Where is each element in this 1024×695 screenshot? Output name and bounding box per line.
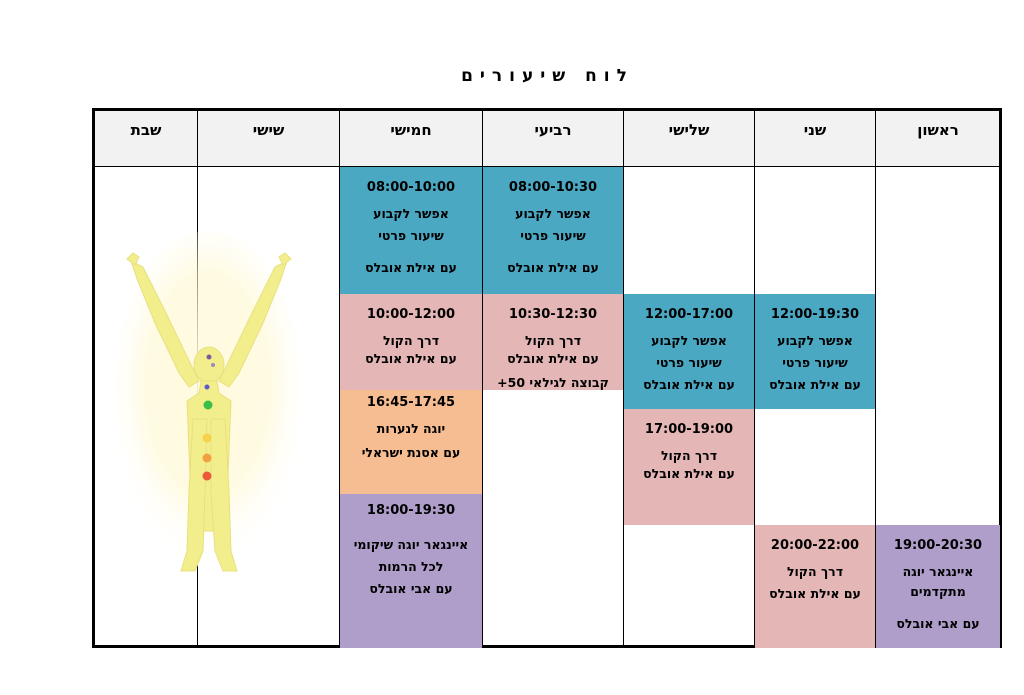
class-block[interactable]: 10:00-12:00 דרך הקול עם אילת אובלס [340, 294, 482, 390]
header-sat: שבת [130, 121, 162, 139]
header-fri: שישי [252, 121, 285, 139]
header-mon: שני [803, 121, 827, 139]
class-block[interactable]: 08:00-10:30 אפשר לקבוע שיעור פרטי עם אילת אובלס [483, 167, 623, 294]
schedule-table [92, 108, 1002, 648]
class-block[interactable]: 12:00-19:30 אפשר לקבוע שיעור פרטי עם אילת אובלס [755, 294, 875, 409]
class-block[interactable]: 17:00-19:00 דרך הקול עם אילת אובלס [624, 409, 754, 525]
header-tue: שלישי [668, 121, 710, 139]
class-block[interactable]: 08:00-10:00 אפשר לקבוע שיעור פרטי עם אילת אובלס [340, 167, 482, 294]
header-sun: ראשון [917, 121, 959, 139]
header-thu: חמישי [390, 121, 432, 139]
meditation-figure-illustration [103, 201, 303, 581]
class-block[interactable]: 19:00-20:30 איינגאר יוגה מתקדמים עם אבי אובלס [876, 525, 1000, 648]
class-block[interactable]: 16:45-17:45 יוגה לנערות עם אסנת ישראלי [340, 390, 482, 494]
header-wed: רביעי [534, 121, 572, 139]
page-title: לוח שיעורים [461, 66, 634, 86]
class-block[interactable]: 10:30-12:30 דרך הקול עם אילת אובלס קבוצה לגילאי 50+ [483, 294, 623, 390]
class-block[interactable]: 12:00-17:00 אפשר לקבוע שיעור פרטי עם אילת אובלס [624, 294, 754, 409]
class-block[interactable]: 18:00-19:30 איינגאר יוגה שיקומי לכל הרמות עם אבי אובלס [340, 494, 482, 648]
class-block[interactable]: 20:00-22:00 דרך הקול עם אילת אובלס [755, 525, 875, 648]
